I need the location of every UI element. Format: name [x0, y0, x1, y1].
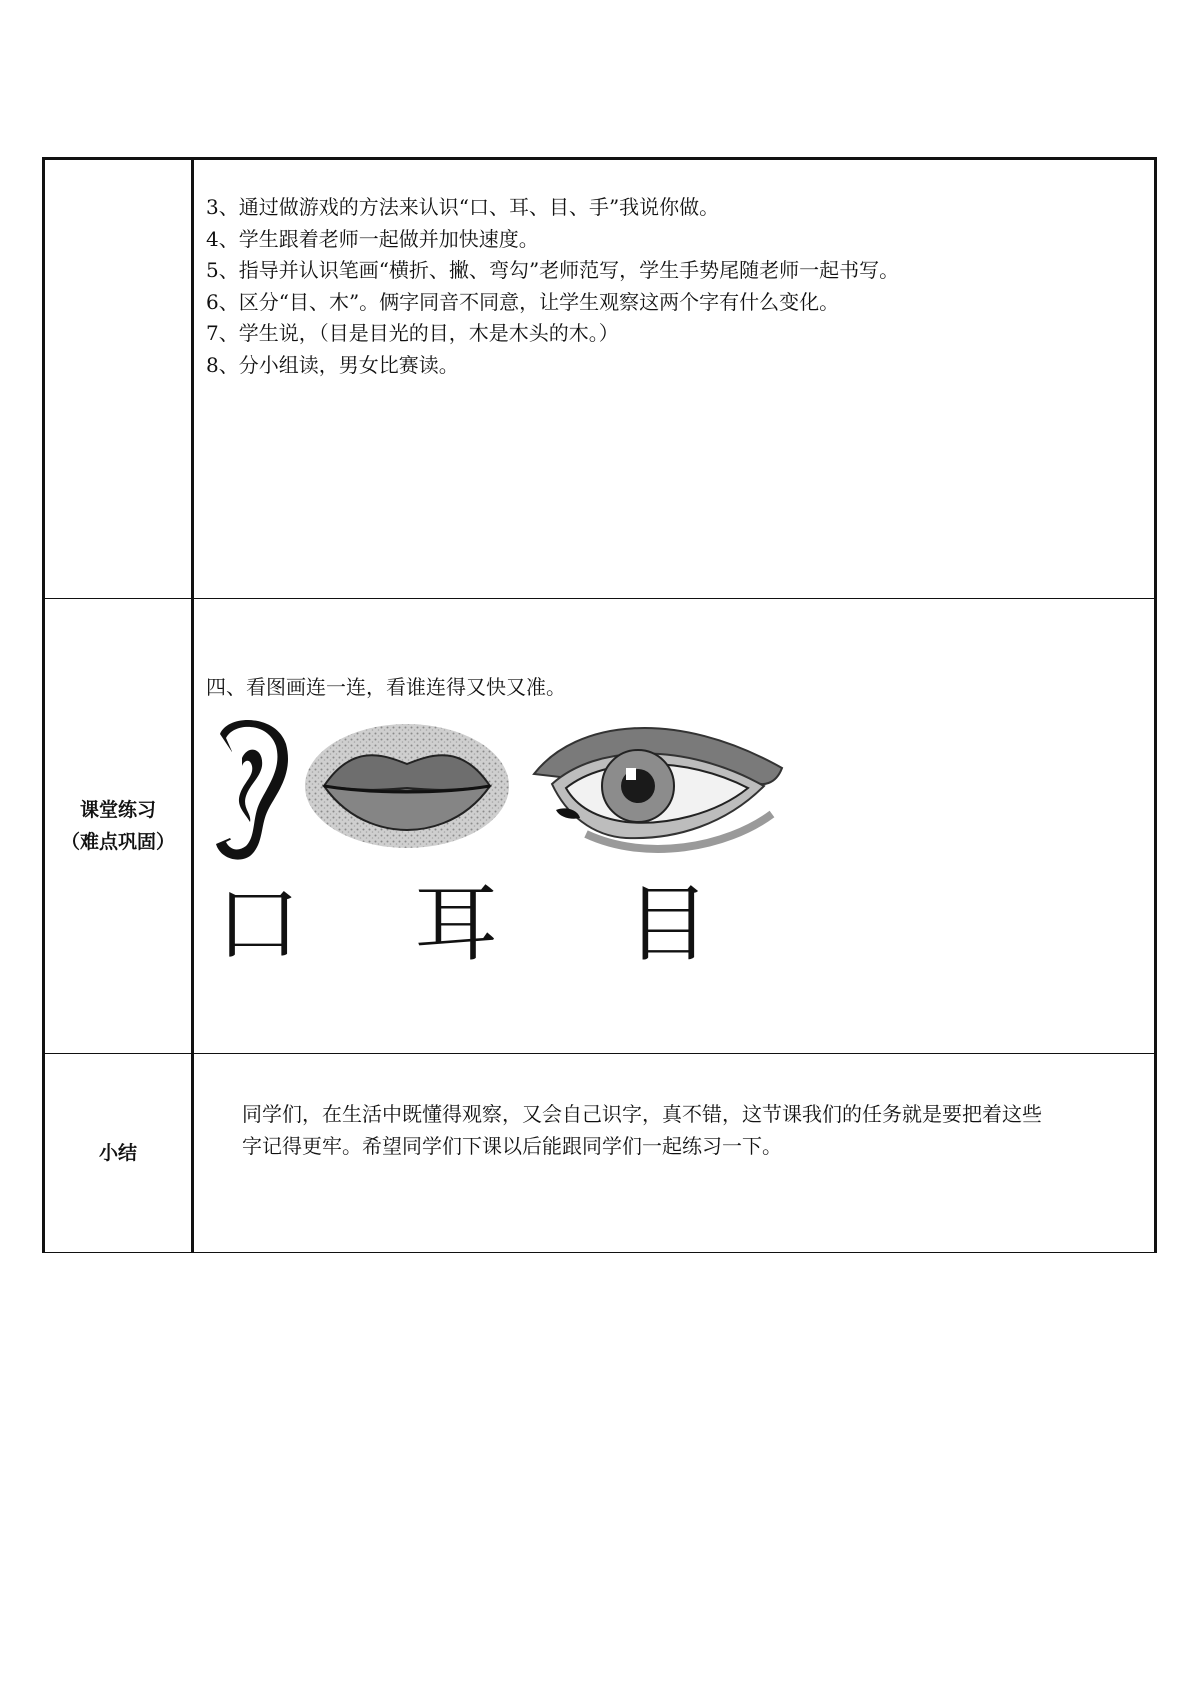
- eye-icon: [526, 714, 788, 862]
- row-label-exercise: [44, 599, 193, 1054]
- picture-strip: [206, 714, 1154, 864]
- lesson-plan-table: [42, 157, 1157, 1253]
- steps-cell: [193, 159, 1156, 599]
- mouth-icon: [302, 714, 512, 862]
- exercise-title: 四、看图画连一连，看谁连得又快又准。: [206, 675, 566, 699]
- summary-text: [242, 1098, 1142, 1162]
- label-line: 课堂练习: [79, 799, 156, 821]
- step-item: 3、通过做游戏的方法来认识“口、耳、目、手”我说你做。: [206, 195, 720, 219]
- step-item: 7、学生说，（目是目光的目，木是木头的木。）: [206, 321, 619, 345]
- label-line: （难点巩固）: [60, 831, 175, 853]
- table-row: [44, 599, 1156, 1054]
- step-item: 6、区分“目、木”。俩字同音不同意，让学生观察这两个字有什么变化。: [206, 289, 840, 314]
- row-label-summary: [44, 1054, 193, 1253]
- character-kou: 口: [216, 875, 301, 973]
- step-item: 4、学生跟着老师一起做并加快速度。: [206, 226, 539, 251]
- character-er: 耳: [414, 875, 499, 973]
- summary-cell: [193, 1054, 1156, 1253]
- label-line: 小结: [98, 1142, 137, 1164]
- ear-icon: [206, 714, 290, 862]
- step-item: 5、指导并认识笔画“横折、撇、弯勾”老师范写，学生手势尾随老师一起书写。: [206, 258, 900, 282]
- table-row: [44, 159, 1156, 599]
- character-mu: 目: [626, 875, 711, 973]
- table-row: [44, 1054, 1156, 1253]
- character-row: [194, 874, 1154, 984]
- summary-line: 字记得更牢。希望同学们下课以后能跟同学们一起练习一下。: [242, 1134, 782, 1158]
- step-item: 8、分小组读，男女比赛读。: [206, 352, 459, 377]
- exercise-cell: [193, 599, 1156, 1054]
- row-label-empty: [44, 159, 193, 599]
- summary-line: 同学们，在生活中既懂得观察，又会自己识字，真不错，这节课我们的任务就是要把着这些: [242, 1102, 1042, 1126]
- steps-list: [206, 192, 1154, 381]
